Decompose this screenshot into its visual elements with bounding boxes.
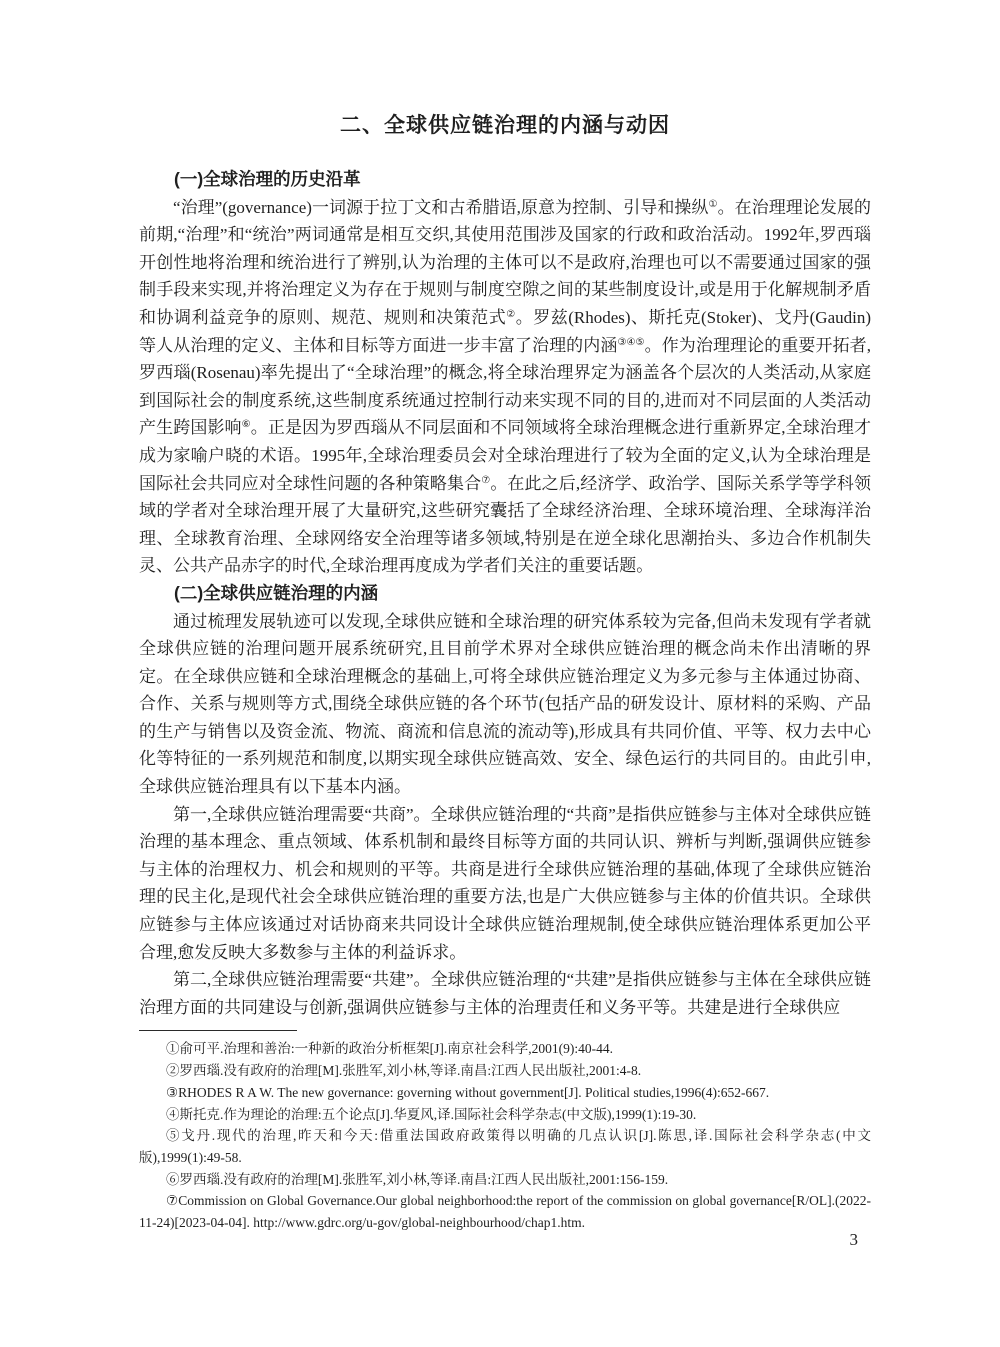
footnote-item: ⑥罗西瑙.没有政府的治理[M].张胜军,刘小林,等译.南昌:江西人民出版社,2001:156-159.	[166, 1171, 669, 1187]
paragraph: “治理”(governance)一词源于拉丁文和古希腊语,原意为控制、引导和操纵①。在治理理论发展的前期,“治理”和“统治”两词通常是相互交织,其使用范围涉及国家的行政和政治活动。1992年,罗西瑙开创性地将治理和统治进行了辨别,认为治理的主体可以不是政府,治理也可以不需要通过国家的强制手段来实现,并将治理定义为存在于规则与制度空隙之间的某些制度设计,或是用于化解规制矛盾和协调利益竞争的原则、规范、规则和决策范式②。罗兹(Rhodes)、斯托克(Stoker)、戈丹(Gaudin)等人从治理的定义、主体和目标等方面进一步丰富了治理的内涵③④⑤。作为治理理论的重要开拓者,罗西瑙(Rosenau)率先提出了“全球治理”的概念,将全球治理界定为涵盖各个层次的人类活动,从家庭到国际社会的制度系统,这些制度系统通过控制行动来实现不同的目的,进而对不同层面的人类活动产生跨国影响⑥。正是因为罗西瑙从不同层面和不同领域将全球治理概念进行重新界定,全球治理才成为家喻户晓的术语。1995年,全球治理委员会对全球治理进行了较为全面的定义,认为全球治理是国际社会共同应对全球性问题的各种策略集合⑦。在此之后,经济学、政治学、国际关系学等学科领域的学者对全球治理开展了大量研究,这些研究囊括了全球经济治理、全球环境治理、全球海洋治理、全球教育治理、全球网络安全治理等诸多领域,特别是在逆全球化思潮抬头、多边合作机制失灵、公共产品赤字的时代,全球治理再度成为学者们关注的重要话题。	[139, 197, 872, 576]
paragraph: 第一,全球供应链治理需要“共商”。全球供应链治理的“共商”是指供应链参与主体对全球供应链治理的基本理念、重点领域、体系机制和最终目标等方面的共同认识、辨析与判断,强调供应链参与主体的治理权力、机会和规则的平等。共商是进行全球供应链治理的基础,体现了全球供应链治理的民主化,是现代社会全球供应链治理的重要方法,也是广大供应链参与主体的价值共识。全球供应链参与主体应该通过对话协商来共同设计全球供应链治理规制,使全球供应链治理体系更加公平合理,愈发反映大多数参与主体的利益诉求。	[139, 804, 871, 962]
page-number: 3	[849, 1230, 858, 1249]
footnote-reference: ⑥	[241, 419, 251, 431]
document-body	[139, 166, 871, 1021]
paragraph: 通过梳理发展轨迹可以发现,全球供应链和全球治理的研究体系较为完备,但尚未发现有学者就全球供应链的治理问题开展系统研究,且目前学术界对全球供应链治理的概念尚未作出清晰的界定。在全球供应链和全球治理概念的基础上,可将全球供应链治理定义为多元参与主体通过协商、合作、关系与规则等方式,围绕全球供应链的各个环节(包括产品的研发设计、原材料的采购、产品的生产与销售以及资金流、物流、商流和信息流的流动等),形成具有共同价值、平等、权力去中心化等特征的一系列规范和制度,以期实现全球供应链高效、安全、绿色运行的共同目的。由此引申,全球供应链治理具有以下基本内涵。	[139, 611, 871, 797]
footnote-item: ⑤戈丹.现代的治理,昨天和今天:借重法国政府政策得以明确的几点认识[J].陈思,译.国际社会科学杂志(中文版),1999(1):49-58.	[139, 1128, 871, 1165]
section-heading: (二)全球供应链治理的内涵	[174, 582, 379, 603]
page-content	[139, 112, 871, 1234]
footnote-item: ④斯托克.作为理论的治理:五个论点[J].华夏风,译.国际社会科学杂志(中文版),1999(1):19-30.	[166, 1106, 697, 1122]
footnote-reference: ②	[506, 308, 516, 320]
footnotes	[139, 1038, 871, 1233]
footnote-item: ③RHODES R A W. The new governance: governing without government[J]. Political studies,1996(4):652-667.	[166, 1084, 770, 1100]
footnote-item: ⑦Commission on Global Governance.Our global neighborhood:the report of the commission on global governance[R/OL].(2022-11-24)[2023-04-04]. http://www.gdrc.org/u-gov/global-neighbourhood/chap1.htm.	[139, 1193, 871, 1231]
footnote-reference: ⑦	[481, 474, 491, 486]
page-title: 二、全球供应链治理的内涵与动因	[340, 114, 670, 137]
footnote-reference: ③④⑤	[617, 336, 645, 348]
paragraph: 第二,全球供应链治理需要“共建”。全球供应链治理的“共建”是指供应链参与主体在全球供应链治理方面的共同建设与创新,强调供应链参与主体的治理责任和义务平等。共建是进行全球供应	[139, 970, 871, 1017]
section-heading: (一)全球治理的历史沿革	[174, 169, 361, 189]
footnote-item: ①俞可平.治理和善治:一种新的政治分析框架[J].南京社会科学,2001(9):40-44.	[166, 1041, 613, 1057]
footnote-separator	[139, 1030, 297, 1031]
footnote-item: ②罗西瑙.没有政府的治理[M].张胜军,刘小林,等译.南昌:江西人民出版社,2001:4-8.	[166, 1063, 642, 1079]
footnote-reference: ①	[708, 198, 718, 210]
